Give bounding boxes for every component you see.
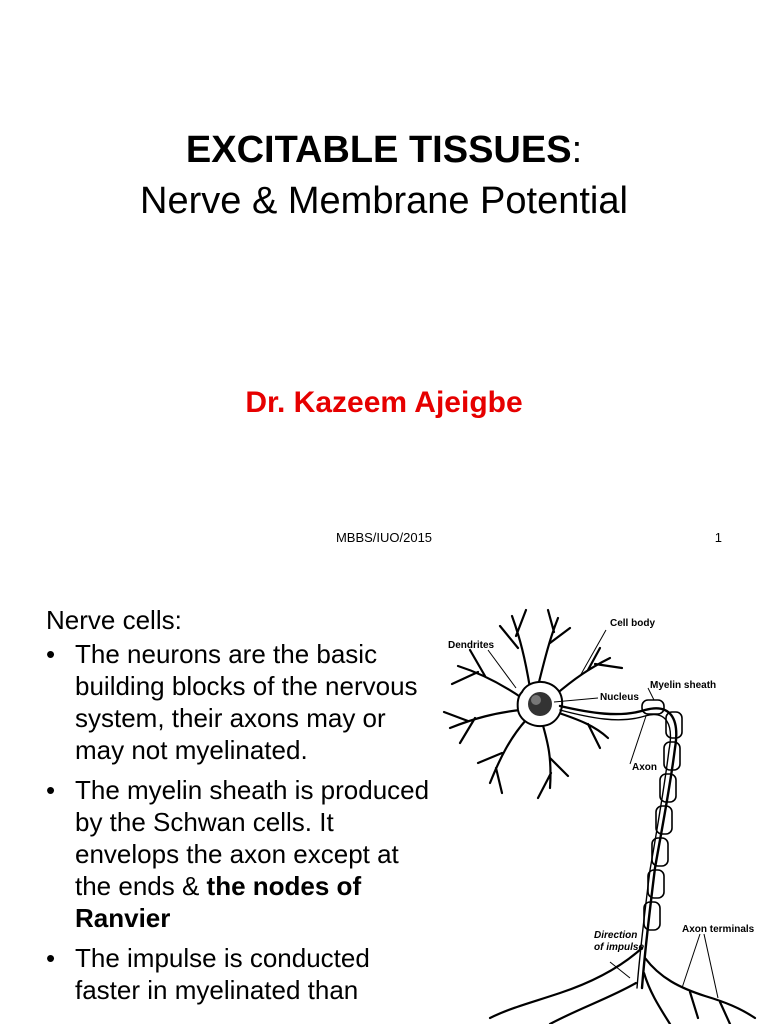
title-bold: EXCITABLE TISSUES (185, 129, 572, 171)
axon-label: Axon (632, 762, 657, 773)
bullet-item (46, 774, 436, 934)
author-name: Dr. Kazeem Ajeigbe (245, 386, 523, 419)
title-colon: : (571, 129, 583, 171)
bullet-bold-text: the nodes of Ranvier (75, 871, 362, 933)
bullet-icon: • (46, 943, 56, 973)
bullet-item (46, 638, 436, 766)
nucleus-icon (528, 692, 552, 716)
text-column (46, 604, 436, 1014)
axon-terminals-label: Axon terminals (682, 924, 755, 935)
slide-title (0, 128, 768, 172)
bullet-icon: • (46, 639, 56, 669)
dendrites-label: Dendrites (448, 640, 495, 651)
nucleus-label: Nucleus (600, 692, 639, 703)
direction-label-line2: of impulse (594, 942, 645, 953)
myelin-sheath-label: Myelin sheath (650, 680, 717, 691)
slide-footer: MBBS/IUO/2015 (335, 530, 433, 545)
bullet-list (46, 638, 436, 1006)
content-slide (0, 576, 768, 1024)
neuron-diagram (430, 588, 768, 1024)
slide-subtitle: Nerve & Membrane Potential (140, 180, 628, 222)
bullet-text: The impulse is conducted faster in myelinated than (75, 943, 370, 1005)
bullet-text: The neurons are the basic building blocks of the nervous system, their axons may or may not myelinated. (75, 639, 418, 765)
slide-heading: Nerve cells: (46, 605, 182, 635)
cell-body-label: Cell body (610, 618, 656, 629)
direction-label-line1: Direction (594, 930, 638, 941)
bullet-icon: • (46, 775, 56, 805)
bullet-text: The myelin sheath is produced by the Schwan cells. It envelops the axon except at the ends & (75, 775, 430, 901)
page-number: 1 (714, 530, 722, 545)
bullet-item (46, 942, 436, 1006)
